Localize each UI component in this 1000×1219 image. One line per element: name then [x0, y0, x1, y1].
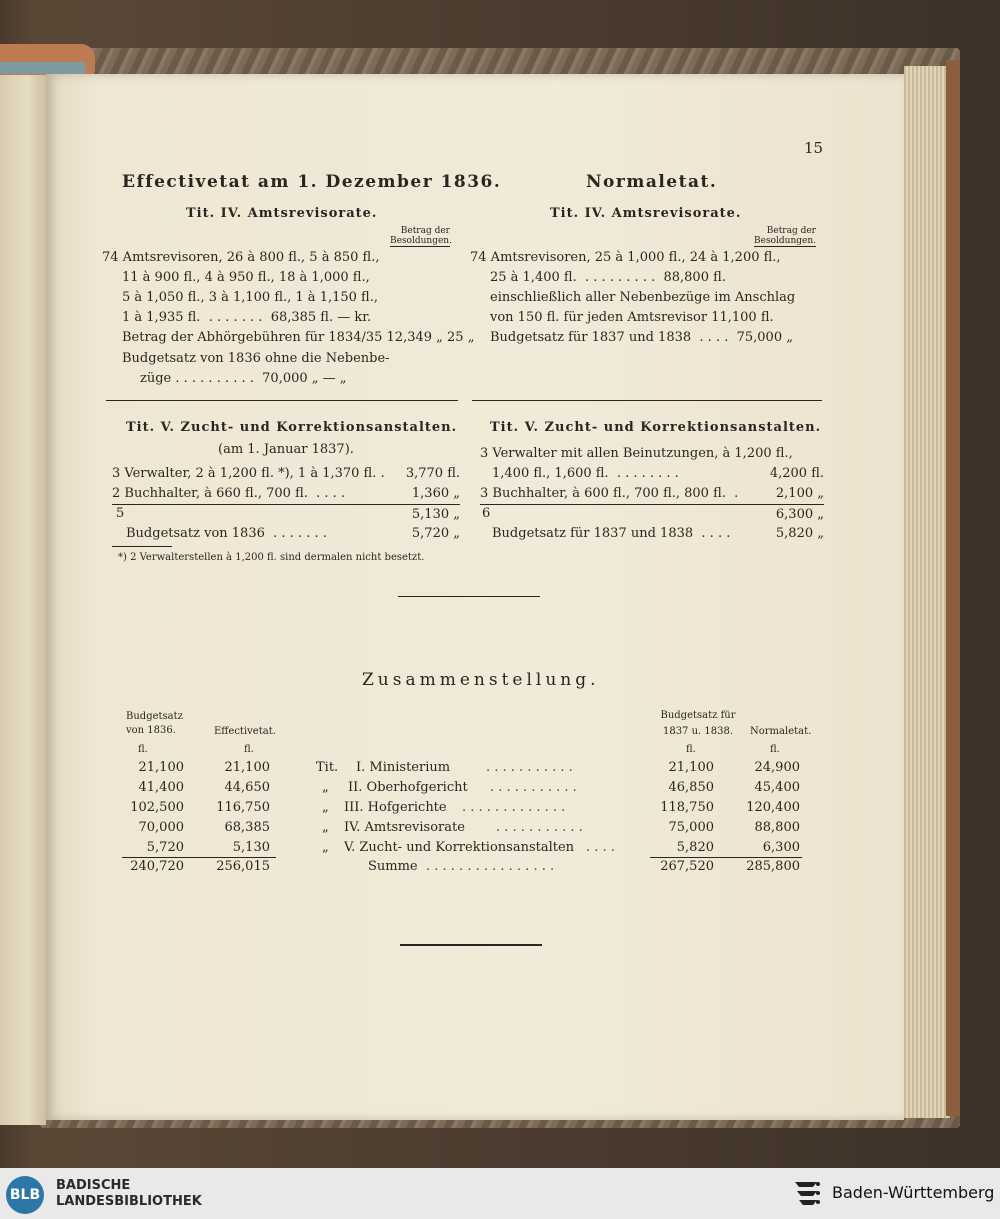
right-tit5-sum-rule	[480, 504, 824, 505]
summary-norm: 88,800	[754, 820, 800, 835]
summary-prefix: „	[322, 780, 329, 795]
lions-coat-of-arms-icon	[793, 1178, 821, 1210]
right-tit5-row: 3 Verwalter mit allen Beinutzungen, à 1,200 fl.,	[480, 446, 793, 461]
summary-b36: 70,000	[138, 820, 184, 835]
left-tit5-row: 5	[116, 506, 125, 521]
right-betrag-header: Betrag der Besoldungen.	[754, 226, 816, 246]
left-line: 5 à 1,050 fl., 3 à 1,100 fl., 1 à 1,150 fl.,	[122, 290, 378, 305]
summary-norm: 120,400	[746, 800, 800, 815]
right-tit5-row: 3 Buchhalter, à 600 fl., 700 fl., 800 fl. .	[480, 486, 739, 501]
summary-total-b36: 240,720	[130, 859, 184, 874]
unit-label: fl.	[244, 744, 254, 755]
summary-norm: 45,400	[754, 780, 800, 795]
right-tit5-heading: Tit. V. Zucht- und Korrektionsanstalten.	[490, 420, 822, 435]
right-tit5-value: 4,200 fl.	[769, 466, 824, 481]
right-line: von 150 fl. für jeden Amtsrevisor 11,100 fl.	[490, 310, 774, 325]
right-tit5-value: 5,820 „	[775, 526, 824, 541]
left-heading: Effectivetat am 1. Dezember 1836.	[122, 172, 502, 192]
col-header-budget-1837: Budgetsatz für 1837 u. 1838.	[660, 710, 736, 737]
summary-total-eff: 256,015	[216, 859, 270, 874]
summary-b37: 75,000	[668, 820, 714, 835]
summary-eff: 5,130	[232, 840, 270, 855]
book-page	[46, 74, 904, 1120]
summary-label: IV. Amtsrevisorate	[344, 820, 465, 835]
state-name[interactable]: Baden-Württemberg	[832, 1183, 995, 1202]
left-tit5-row: 3 Verwalter, 2 à 1,200 fl. *), 1 à 1,370 fl. .	[112, 466, 385, 481]
facing-page-edge	[0, 75, 46, 1125]
col-header-normaletat: Normaletat.	[750, 726, 812, 737]
summary-leader: . . . . . . . . . . .	[490, 780, 577, 795]
summary-prefix: „	[322, 800, 329, 815]
summary-b37: 21,100	[668, 760, 714, 775]
summary-eff: 44,650	[224, 780, 270, 795]
right-divider	[472, 400, 822, 401]
left-tit5-value: 1,360 „	[411, 486, 460, 501]
right-line: 25 à 1,400 fl. . . . . . . . . . 88,800 fl.	[490, 270, 726, 285]
left-line: 74 Amtsrevisoren, 26 à 800 fl., 5 à 850 fl.,	[102, 250, 380, 265]
summary-b37: 5,820	[676, 840, 714, 855]
right-tit5-value: 6,300 „	[775, 507, 824, 522]
left-tit5-value: 5,130 „	[411, 507, 460, 522]
summary-prefix: „	[322, 820, 329, 835]
viewer-footer	[0, 1168, 1000, 1219]
right-tit5-row: 6	[482, 506, 491, 521]
summary-b36: 21,100	[138, 760, 184, 775]
right-tit4-heading: Tit. IV. Amtsrevisorate.	[550, 206, 742, 221]
left-divider	[106, 400, 458, 401]
summary-total-rule-left	[122, 857, 276, 858]
summary-eff: 116,750	[216, 800, 270, 815]
summary-eff: 21,100	[224, 760, 270, 775]
left-tit5-row: 2 Buchhalter, à 660 fl., 700 fl. . . . .	[112, 486, 346, 501]
summary-leader: . . . .	[586, 840, 615, 855]
summary-label: II. Oberhofgericht	[348, 780, 468, 795]
summary-b37: 118,750	[660, 800, 714, 815]
left-line: 1 à 1,935 fl. . . . . . . . 68,385 fl. — kr.	[122, 310, 372, 325]
summary-leader: . . . . . . . . . . .	[496, 820, 583, 835]
closing-rule	[400, 944, 542, 946]
summary-b36: 102,500	[130, 800, 184, 815]
unit-label: fl.	[138, 744, 148, 755]
right-tit5-row: 1,400 fl., 1,600 fl. . . . . . . . .	[492, 466, 679, 481]
summary-leader: . . . . . . . . . . .	[486, 760, 573, 775]
left-tit5-sum-rule	[112, 504, 460, 505]
left-line: züge . . . . . . . . . . 70,000 „ — „	[140, 371, 347, 386]
left-tit5-date: (am 1. Januar 1837).	[218, 442, 354, 457]
right-line: 74 Amtsrevisoren, 25 à 1,000 fl., 24 à 1,200 fl.,	[470, 250, 781, 265]
summary-total-b37: 267,520	[660, 859, 714, 874]
summary-title: Zusammenstellung.	[362, 670, 600, 690]
summary-norm: 6,300	[762, 840, 800, 855]
cover-edge	[946, 60, 960, 1116]
footnote: *) 2 Verwalterstellen à 1,200 fl. sind dermalen nicht besetzt.	[118, 552, 425, 563]
summary-label: I. Ministerium	[356, 760, 451, 775]
summary-prefix: „	[322, 840, 329, 855]
summary-norm: 24,900	[754, 760, 800, 775]
right-heading: Normaletat.	[586, 172, 718, 192]
summary-b37: 46,850	[668, 780, 714, 795]
right-line: Budgetsatz für 1837 und 1838 . . . . 75,000 „	[490, 330, 793, 345]
right-tit5-row: Budgetsatz für 1837 und 1838 . . . .	[492, 526, 731, 541]
summary-label: V. Zucht- und Korrektionsanstalten	[344, 840, 575, 855]
unit-label: fl.	[686, 744, 696, 755]
summary-eff: 68,385	[224, 820, 270, 835]
left-betrag-header: Betrag der Besoldungen.	[390, 226, 452, 246]
blb-logo[interactable]: BLB	[6, 1176, 44, 1214]
summary-b36: 5,720	[146, 840, 184, 855]
unit-label: fl.	[770, 744, 780, 755]
left-line: 11 à 900 fl., 4 à 950 fl., 18 à 1,000 fl.,	[122, 270, 370, 285]
left-tit5-value: 5,720 „	[411, 526, 460, 541]
library-name-line2: LANDESBIBLIOTHEK	[56, 1194, 202, 1209]
left-tit4-heading: Tit. IV. Amtsrevisorate.	[186, 206, 378, 221]
left-line: Budgetsatz von 1836 ohne die Nebenbe-	[122, 351, 390, 366]
left-line: Betrag der Abhörgebühren für 1834/35 12,349 „ 25 „	[122, 330, 475, 345]
summary-leader: . . . . . . . . . . . . .	[462, 800, 566, 815]
right-line: einschließlich aller Nebenbezüge im Anschlag	[490, 290, 796, 305]
col-header-budget-1836: Budgetsatz von 1836.	[126, 711, 183, 736]
footnote-rule	[112, 546, 172, 547]
summary-leader: . . . . . . . . . . . . . . . .	[426, 859, 555, 874]
left-tit5-heading: Tit. V. Zucht- und Korrektionsanstalten.	[126, 420, 458, 435]
page-stack-edge	[904, 66, 950, 1118]
summary-total-label: Summe	[368, 859, 418, 874]
summary-total-norm: 285,800	[746, 859, 800, 874]
col-header-effectivetat: Effectivetat.	[214, 726, 276, 737]
left-tit5-row: Budgetsatz von 1836 . . . . . . .	[126, 526, 327, 541]
library-name-line1: BADISCHE	[56, 1178, 131, 1193]
page-number: 15	[804, 139, 824, 157]
section-divider	[398, 596, 540, 597]
library-name[interactable]	[56, 1178, 202, 1210]
summary-label: III. Hofgerichte	[344, 800, 447, 815]
summary-total-rule-right	[650, 857, 802, 858]
left-tit5-value: 3,770 fl.	[405, 466, 460, 481]
summary-b36: 41,400	[138, 780, 184, 795]
bookmark-ribbon-band	[0, 62, 85, 74]
right-tit5-value: 2,100 „	[775, 486, 824, 501]
summary-prefix: Tit.	[316, 760, 339, 775]
